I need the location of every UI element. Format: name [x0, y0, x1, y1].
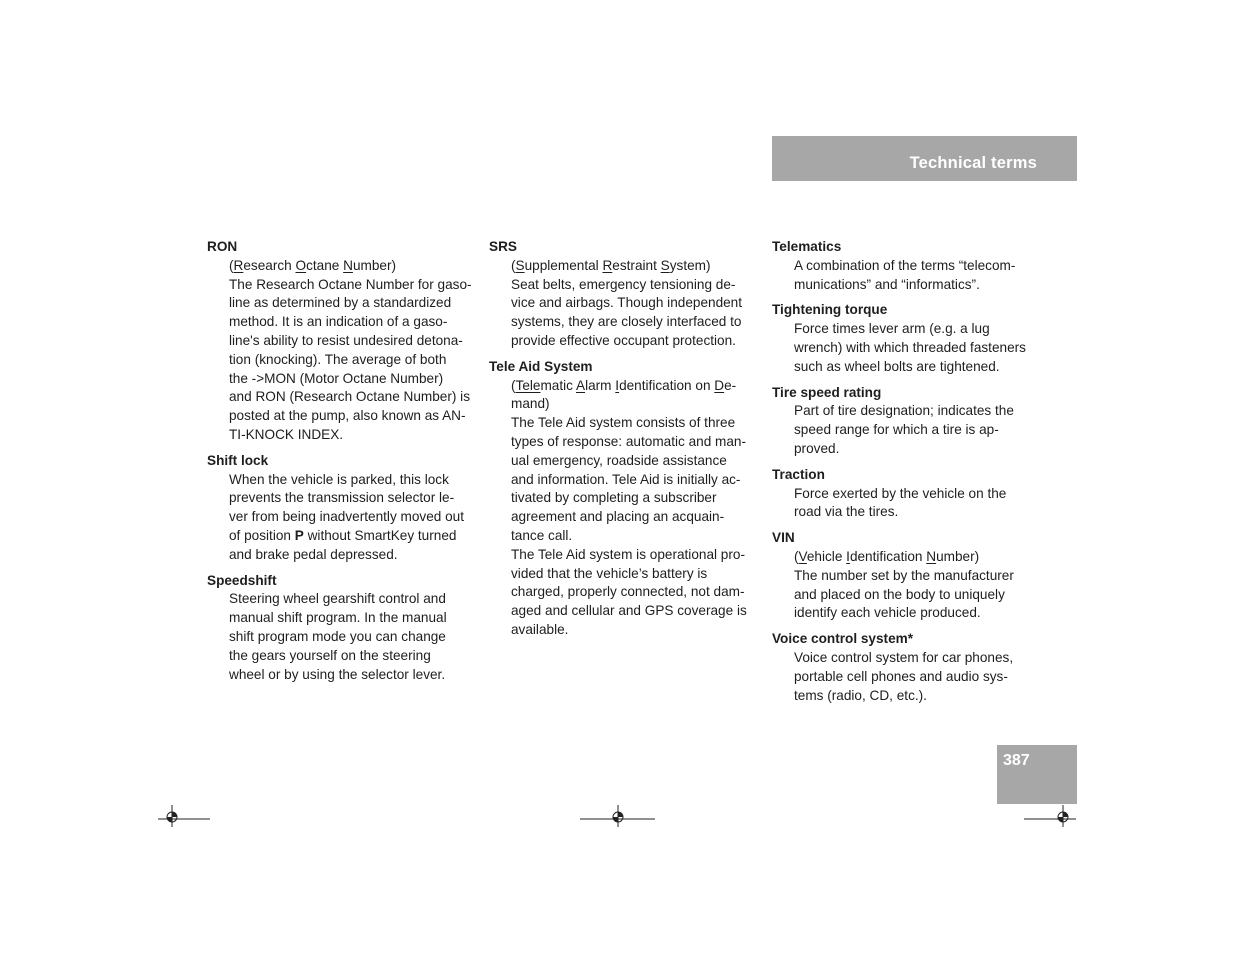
text-run: The Tele Aid system is operational pro- [511, 546, 745, 562]
text-run: Seat belts, emergency tensioning de- [511, 276, 736, 292]
glossary-definition [794, 402, 1042, 458]
text-run: ( [794, 548, 799, 564]
definition-line [794, 276, 1042, 295]
abbreviation-expansion [794, 548, 1042, 567]
glossary-term: RON [207, 239, 238, 254]
glossary-term: SRS [489, 239, 517, 254]
text-run: prevents the transmission selector le- [229, 490, 455, 506]
text-run: available. [511, 621, 569, 637]
text-run: road via the tires. [794, 504, 899, 520]
glossary-definition [794, 649, 1042, 705]
text-run: estraint [612, 257, 661, 273]
text-run: tance call. [511, 527, 573, 543]
definition-line [511, 546, 759, 565]
glossary-definition [229, 471, 477, 565]
glossary-entry [772, 630, 1042, 705]
text-run: A combination of the terms “telecom- [794, 257, 1016, 273]
text-run: Force exerted by the vehicle on the [794, 485, 1007, 501]
text-run: umber) [352, 257, 396, 273]
definition-line [229, 471, 477, 490]
text-run: of position [229, 527, 295, 543]
definition-line [229, 276, 477, 295]
definition-line [511, 276, 759, 295]
page-number-box [997, 745, 1077, 804]
text-run: munications” and “informatics”. [794, 276, 980, 292]
definition-line [794, 604, 1042, 623]
abbreviation-letter: I [615, 377, 620, 393]
abbreviation-letter: S [660, 257, 670, 273]
text-run: and RON (Research Octane Number) is [229, 389, 470, 405]
text-run: speed range for which a tire is ap- [794, 422, 999, 438]
definition-line [511, 565, 759, 584]
text-run: The Research Octane Number for gaso- [229, 276, 472, 292]
text-run: Force times lever arm (e.g. a lug [794, 321, 990, 337]
definition-line [229, 489, 477, 508]
page-number: 387 [1003, 752, 1030, 769]
definition-line [794, 485, 1042, 504]
definition-line [229, 609, 477, 628]
text-run: types of response: automatic and man- [511, 433, 746, 449]
text-run: provide effective occupant protection. [511, 332, 736, 348]
text-run: Voice control system for car phones, [794, 649, 1014, 665]
definition-line [511, 294, 759, 313]
definition-line [794, 320, 1042, 339]
definition-line [229, 294, 477, 313]
definition-line [511, 583, 759, 602]
text-run: matic [540, 377, 576, 393]
glossary-definition [794, 320, 1042, 376]
glossary-definition [794, 257, 1042, 295]
abbreviation-letter: R [602, 257, 613, 273]
glossary-term: Telematics [772, 239, 842, 254]
glossary-entry [772, 384, 1042, 459]
text-run: method. It is an indication of a gaso- [229, 314, 448, 330]
text-run: aged and cellular and GPS coverage is [511, 603, 747, 619]
definition-line [229, 426, 477, 445]
text-run: vided that the vehicle’s battery is [511, 565, 708, 581]
definition-line [794, 586, 1042, 605]
glossary-definition [229, 590, 477, 684]
text-run: When the vehicle is parked, this lock [229, 471, 449, 487]
glossary-entry [772, 529, 1042, 623]
text-run: ctane [306, 257, 344, 273]
crop-mark-icon [1024, 797, 1084, 837]
definition-line [229, 332, 477, 351]
text-run: such as wheel bolts are tightened. [794, 358, 1000, 374]
abbreviation-letter: A [575, 377, 586, 393]
glossary-entry [772, 301, 1042, 376]
definition-line [229, 407, 477, 426]
abbreviation-letter: S [515, 257, 525, 273]
glossary-entry [207, 572, 477, 685]
section-header [772, 136, 1077, 181]
glossary-entry [772, 466, 1042, 522]
glossary-column-2 [489, 238, 759, 647]
glossary-entry [207, 238, 477, 445]
definition-line [511, 452, 759, 471]
glossary-term: Shift lock [207, 452, 269, 468]
definition-line [229, 508, 477, 527]
text-run: Part of tire designation; indicates the [794, 403, 1014, 419]
text-run: The number set by the manufacturer [794, 567, 1014, 583]
glossary-entry [489, 358, 759, 640]
definition-line [229, 351, 477, 370]
text-run: ( [229, 257, 234, 273]
definition-line [511, 471, 759, 490]
definition-line [794, 421, 1042, 440]
glossary-column-3 [772, 238, 1042, 712]
glossary-definition [511, 257, 759, 351]
definition-line [794, 687, 1042, 706]
text-run: tion (knocking). The average of both [229, 351, 447, 367]
text-run: vice and airbags. Though independent [511, 295, 743, 311]
text-run: and brake pedal depressed. [229, 546, 398, 562]
glossary-definition [229, 257, 477, 445]
definition-line [511, 395, 759, 414]
glossary-definition [794, 548, 1042, 623]
abbreviation-letter: V [798, 548, 807, 564]
definition-line [511, 414, 759, 433]
text-run: ver from being inadvertently moved out [229, 509, 464, 525]
abbreviation-expansion [229, 257, 477, 276]
text-run: charged, properly connected, not dam- [511, 584, 745, 600]
definition-line [794, 358, 1042, 377]
text-run: line as determined by a standardized [229, 295, 452, 311]
text-run: esearch [243, 257, 296, 273]
definition-line [229, 527, 477, 546]
text-run: e- [724, 377, 737, 393]
text-run: and placed on the body to uniquely [794, 586, 1005, 602]
abbreviation-letter: N [343, 257, 353, 273]
glossary-term: Tire speed rating [772, 384, 882, 400]
text-run: wheel or by using the selector lever. [229, 666, 446, 682]
text-run: wrench) with which threaded fasteners [794, 339, 1026, 355]
text-run: TI-KNOCK INDEX. [229, 426, 344, 442]
glossary-term: Voice control system* [772, 631, 914, 647]
text-run: shift program mode you can change [229, 628, 446, 644]
definition-line [511, 508, 759, 527]
abbreviation-letter: Tele [515, 377, 541, 393]
text-run: dentification on [619, 377, 715, 393]
abbreviation-letter: I [846, 548, 850, 564]
text-run: manual shift program. In the manual [229, 610, 447, 626]
text-run: tems (radio, CD, etc.). [794, 687, 927, 703]
text-run: the ->MON (Motor Octane Number) [229, 370, 444, 386]
text-run: agreement and placing an acquain- [511, 509, 725, 525]
definition-line [794, 339, 1042, 358]
text-run: without SmartKey turned [303, 527, 457, 543]
text-run: identify each vehicle produced. [794, 605, 981, 621]
definition-line [794, 257, 1042, 276]
definition-line [511, 332, 759, 351]
text-run: Steering wheel gearshift control and [229, 591, 446, 607]
crop-mark-icon [142, 797, 202, 837]
abbreviation-letter: N [926, 548, 937, 564]
text-run: ( [511, 257, 516, 273]
text-run: and information. Tele Aid is initially ac- [511, 471, 741, 487]
definition-line [511, 313, 759, 332]
text-run: portable cell phones and audio sys- [794, 668, 1008, 684]
text-run: ual emergency, roadside assistance [511, 452, 727, 468]
definition-line [794, 567, 1042, 586]
text-run: mand) [511, 396, 550, 412]
glossary-entry [489, 238, 759, 351]
text-run: The Tele Aid system consists of three [511, 415, 736, 431]
definition-line [229, 628, 477, 647]
glossary-entry [772, 238, 1042, 294]
bold-text: P [294, 527, 304, 543]
text-run: dentification [849, 548, 927, 564]
definition-line [229, 590, 477, 609]
crop-mark-icon [580, 797, 640, 837]
definition-line [511, 527, 759, 546]
abbreviation-letter: O [295, 257, 307, 273]
definition-line [511, 602, 759, 621]
text-run: larm [585, 377, 616, 393]
section-title: Technical terms [909, 154, 1037, 172]
glossary-definition [511, 377, 759, 640]
glossary-column-1 [207, 238, 477, 691]
definition-line [229, 388, 477, 407]
glossary-term: VIN [772, 530, 795, 546]
definition-line [229, 370, 477, 389]
definition-line [511, 489, 759, 508]
text-run: line's ability to resist undesired detona- [229, 332, 463, 348]
definition-line [794, 402, 1042, 421]
definition-line [794, 440, 1042, 459]
definition-line [229, 546, 477, 565]
text-run: umber) [936, 548, 980, 564]
abbreviation-expansion [511, 257, 759, 276]
text-run: ehicle [806, 548, 847, 564]
definition-line [229, 647, 477, 666]
definition-line [229, 313, 477, 332]
definition-line [794, 668, 1042, 687]
glossary-term: Speedshift [207, 572, 277, 588]
definition-line [511, 433, 759, 452]
glossary-entry [207, 452, 477, 565]
definition-line [794, 649, 1042, 668]
text-run: ystem) [669, 257, 711, 273]
abbreviation-expansion [511, 377, 759, 396]
text-run: posted at the pump, also known as AN- [229, 408, 466, 424]
definition-line [229, 666, 477, 685]
abbreviation-letter: D [714, 377, 725, 393]
abbreviation-letter: R [233, 257, 244, 273]
text-run: tivated by completing a subscriber [511, 490, 717, 506]
glossary-definition [794, 485, 1042, 523]
glossary-term: Tele Aid System [489, 358, 593, 374]
glossary-term: Tightening torque [772, 302, 888, 318]
text-run: systems, they are closely interfaced to [511, 314, 742, 330]
text-run: proved. [794, 440, 840, 456]
text-run: the gears yourself on the steering [229, 647, 431, 663]
text-run: ( [511, 377, 516, 393]
glossary-term: Traction [772, 466, 825, 482]
definition-line [511, 621, 759, 640]
text-run: upplemental [524, 257, 603, 273]
definition-line [794, 503, 1042, 522]
